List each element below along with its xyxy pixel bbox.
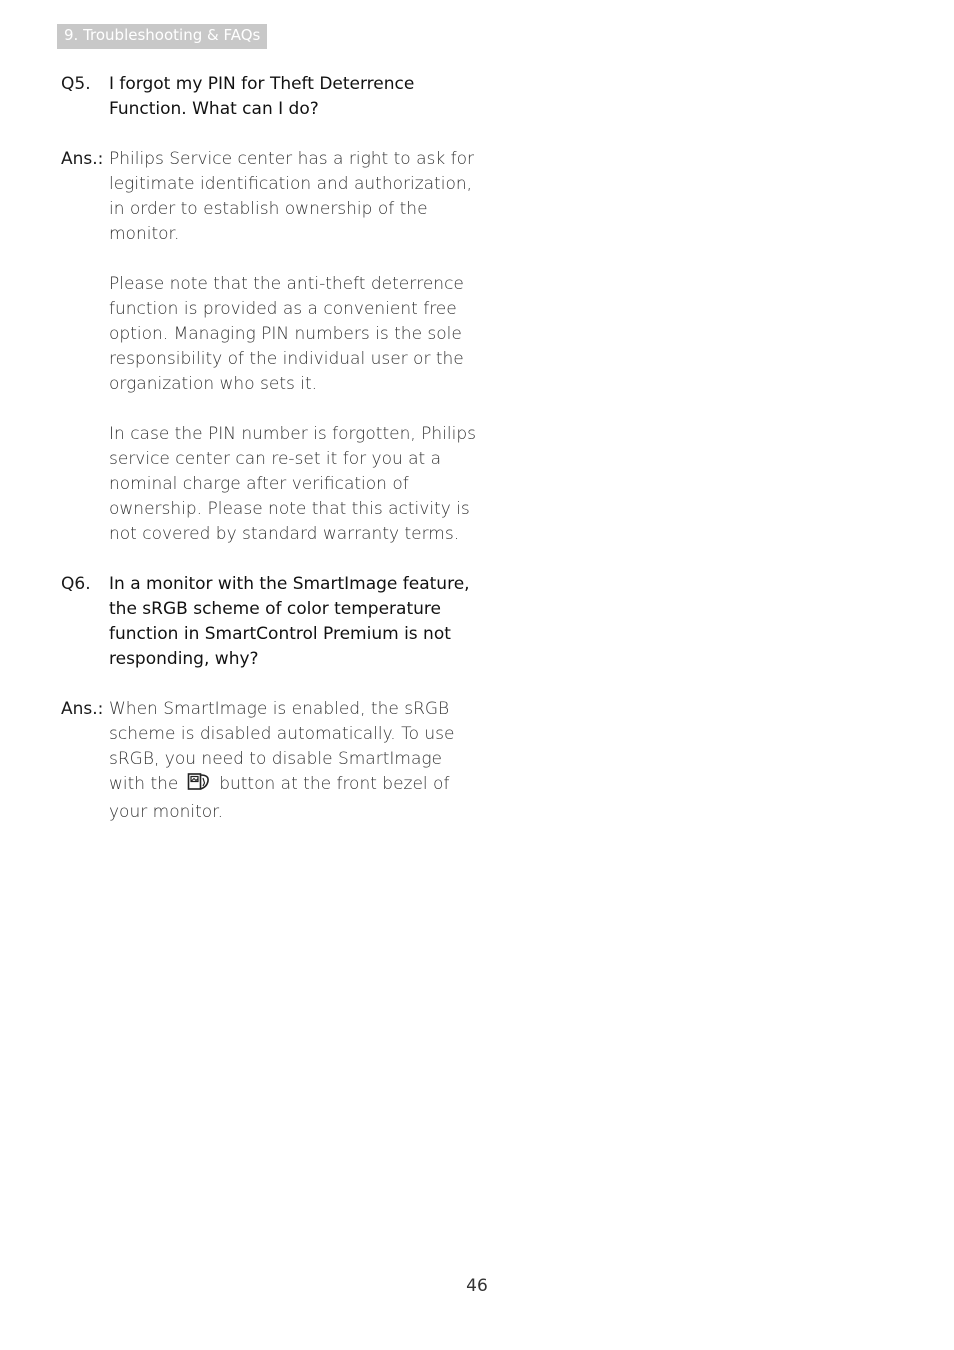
answer-body — [109, 697, 481, 825]
question-label: Q6. — [61, 574, 91, 594]
answer-paragraph: In case the PIN number is forgotten, Philips service center can re-set it for you at a nominal charge after verification of ownership. Please note that this activity is not covered by standard warranty terms. — [109, 424, 476, 544]
answer-text-before-icon: When SmartImage is enabled, the sRGB scheme is disabled automatically. To use sRGB, you need to disable SmartImage with the — [109, 699, 455, 794]
faq-q5-answer — [61, 147, 481, 547]
faq-column — [61, 72, 481, 825]
answer-paragraph: Philips Service center has a right to ask for legitimate identification and authorization, in order to establish ownership of the monitor. — [109, 149, 474, 244]
answer-text-after-icon: button at the front bezel of your monitor. — [109, 774, 450, 822]
page-number: 46 — [466, 1276, 488, 1296]
answer-body — [109, 147, 481, 547]
faq-q5-question — [61, 72, 481, 122]
question-text: I forgot my PIN for Theft Deterrence Function. What can I do? — [109, 74, 415, 119]
smartimage-button-icon — [187, 772, 211, 800]
answer-paragraph: Please note that the anti-theft deterrence function is provided as a convenient free option. Managing PIN numbers is the sole responsibility of the individual user or the organization who sets it. — [109, 274, 464, 394]
question-text: In a monitor with the SmartImage feature, the sRGB scheme of color temperature function in SmartControl Premium is not responding, why? — [109, 574, 470, 669]
answer-label: Ans.: — [61, 149, 104, 169]
section-header-tab — [57, 24, 267, 49]
answer-label: Ans.: — [61, 699, 104, 719]
section-title: 9. Troubleshooting & FAQs — [64, 26, 261, 44]
question-label: Q5. — [61, 74, 91, 94]
faq-q6-question — [61, 572, 481, 672]
faq-q6-answer — [61, 697, 481, 825]
